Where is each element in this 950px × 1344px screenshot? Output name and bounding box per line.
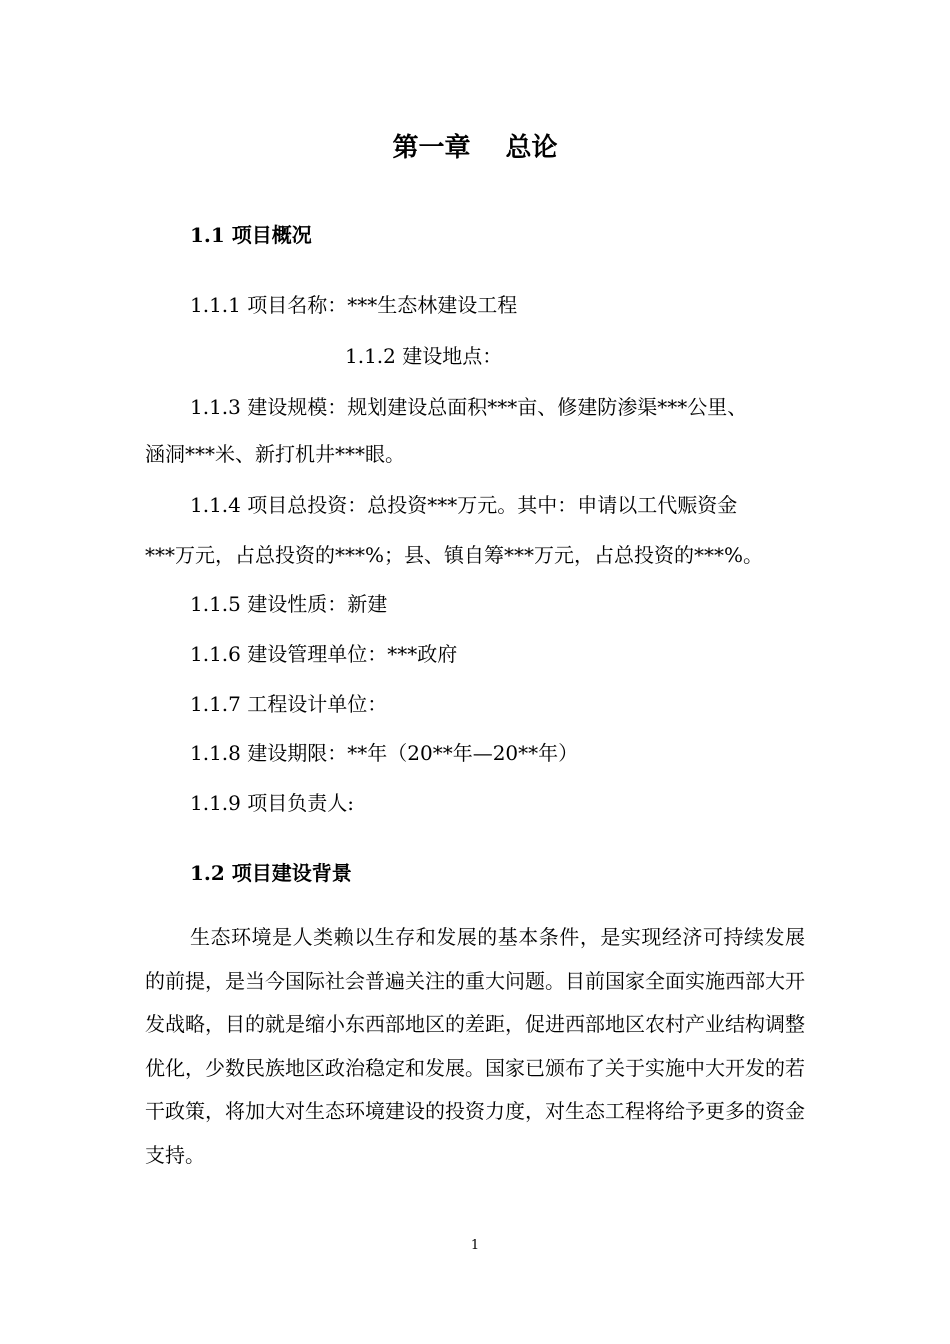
item-total-investment: 1.1.4 项目总投资：总投资***万元。其中：申请以工代赈资金 [190,493,738,517]
section-heading-1-2: 1.2 项目建设背景 [190,861,352,885]
item-construction-scale: 1.1.3 建设规模：规划建设总面积***亩、修建防渗渠***公里、 [190,395,748,419]
background-paragraph: 生态环境是人类赖以生存和发展的基本条件，是实现经济可持续发展的前提，是当今国际社会普遍关注的重大问题。目前国家全面实施西部大开发战略，目的就是缩小东西部地区的差距，促进西部地区农村产业结构调整优化，少数民族地区政治稳定和发展。国家已颁布了关于实施中大开发的若干政策，将加大对生态环境建设的投资力度，对生态工程将给予更多的资金支持。 [145,925,805,1167]
item-construction-scale-cont: 涵洞***米、新打机井***眼。 [145,442,405,466]
item-project-leader: 1.1.9 项目负责人: [190,791,354,815]
item-management-unit: 1.1.6 建设管理单位：***政府 [190,642,458,666]
item-construction-site: 1.1.2 建设地点： [345,344,503,368]
section-heading-1-1: 1.1 项目概况 [190,223,312,247]
item-total-investment-cont: ***万元，占总投资的***%；县、镇自筹***万元，占总投资的***%。 [145,543,764,567]
item-construction-period: 1.1.8 建设期限：**年（20**年—20**年） [190,741,579,765]
item-design-unit: 1.1.7 工程设计单位： [190,692,388,716]
chapter-title: 第一章 总论 [392,133,558,163]
page-number: 1 [470,1238,480,1253]
item-construction-nature: 1.1.5 建设性质：新建 [190,592,388,616]
item-project-name: 1.1.1 项目名称：***生态林建设工程 [190,293,518,317]
